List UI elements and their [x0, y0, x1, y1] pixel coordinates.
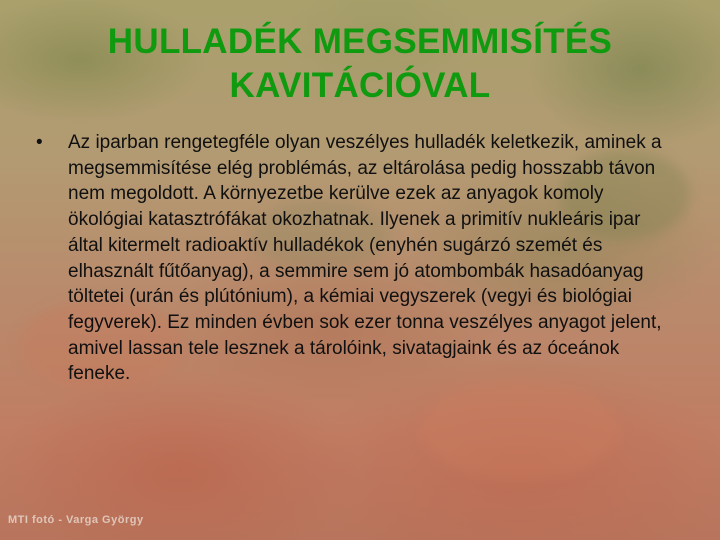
background-photo-texture — [420, 380, 620, 480]
photo-credit-watermark: MTI fotó - Varga György — [8, 514, 144, 526]
bullet-text: Az iparban rengetegféle olyan veszélyes hulladék keletkezik, aminek a megsemmisítése elég problémás, az eltárolása pedig hosszabb távon nem megoldott. A környezetbe kerülve ezek az anyagok komoly ökológiai katasztrófákat okozhatnak. Ilyenek a primitív nukleáris ipar által kitermelt radioaktív hulladékok (enyhén sugárzó szemét és elhasznált fűtőanyag), a semmire sem jó atombombák hasadóanyag töltetei (urán és plútónium), a kémiai vegyszerek (vegyi és biológiai fegyverek). Ez minden évben sok ezer tonna veszélyes anyagot jelent, amivel lassan tele lesznek a tárolóink, sivatagjaink és az óceánok feneke. — [68, 132, 662, 385]
bullet-list — [30, 130, 680, 387]
slide-title-line-1: HULLADÉK MEGSEMMISÍTÉS — [107, 22, 613, 61]
slide-title — [60, 20, 660, 108]
bullet-item — [30, 130, 680, 387]
bullet-icon: • — [36, 132, 43, 153]
slide-title-line-2: KAVITÁCIÓVAL — [229, 66, 491, 105]
